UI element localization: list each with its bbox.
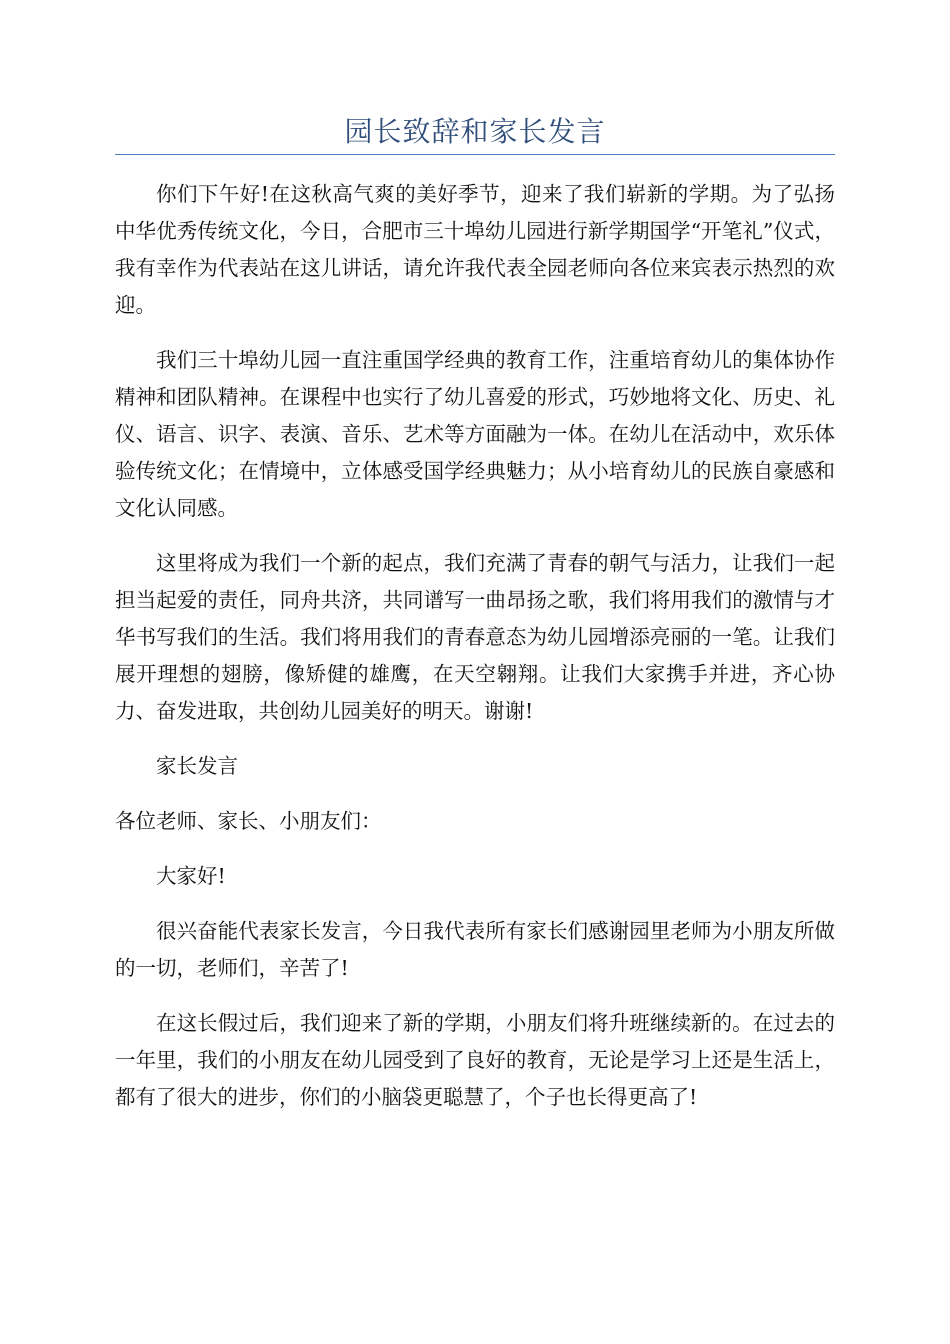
paragraph-progress: 在这长假过后，我们迎来了新的学期，小朋友们将升班继续新的。在过去的一年里，我们的小朋友在幼儿园受到了良好的教育，无论是学习上还是生活上，都有了很大的进步，你们的小脑袋更聪慧了，个子也长得更高了! bbox=[115, 1011, 835, 1109]
document-title: 园长致辞和家长发言 bbox=[344, 115, 606, 148]
title-underline bbox=[115, 154, 835, 155]
paragraph-new-start: 这里将成为我们一个新的起点，我们充满了青春的朝气与活力，让我们一起担当起爱的责任，同舟共济，共同谱写一曲昂扬之歌，我们将用我们的激情与才华书写我们的生活。我们将用我们的青春意态为幼儿园增添亮丽的一笔。让我们展开理想的翅膀，像矫健的雄鹰，在天空翱翔。让我们大家携手并进，齐心协力、奋发进取，共创幼儿园美好的明天。谢谢! bbox=[115, 551, 835, 723]
paragraph-curriculum: 我们三十埠幼儿园一直注重国学经典的教育工作，注重培育幼儿的集体协作精神和团队精神。在课程中也实行了幼儿喜爱的形式，巧妙地将文化、历史、礼仪、语言、识字、表演、音乐、艺术等方面融为一体。在幼儿在活动中，欢乐体验传统文化；在情境中，立体感受国学经典魅力；从小培育幼儿的民族自豪感和文化认同感。 bbox=[115, 348, 835, 520]
section-heading-parent-speech: 家长发言 bbox=[156, 754, 238, 778]
paragraph-thanks: 很兴奋能代表家长发言，今日我代表所有家长们感谢园里老师为小朋友所做的一切，老师们，辛苦了! bbox=[115, 919, 835, 980]
paragraph-salutation: 各位老师、家长、小朋友们： bbox=[115, 809, 382, 833]
document-body bbox=[115, 176, 835, 1134]
paragraph-welcome: 你们下午好!在这秋高气爽的美好季节，迎来了我们崭新的学期。为了弘扬中华优秀传统文化，今日，合肥市三十埠幼儿园进行新学期国学“开笔礼”仪式，我有幸作为代表站在这儿讲话，请允许我代表全园老师向各位来宾表示热烈的欢迎。 bbox=[115, 182, 835, 317]
paragraph-greeting: 大家好! bbox=[156, 864, 226, 888]
